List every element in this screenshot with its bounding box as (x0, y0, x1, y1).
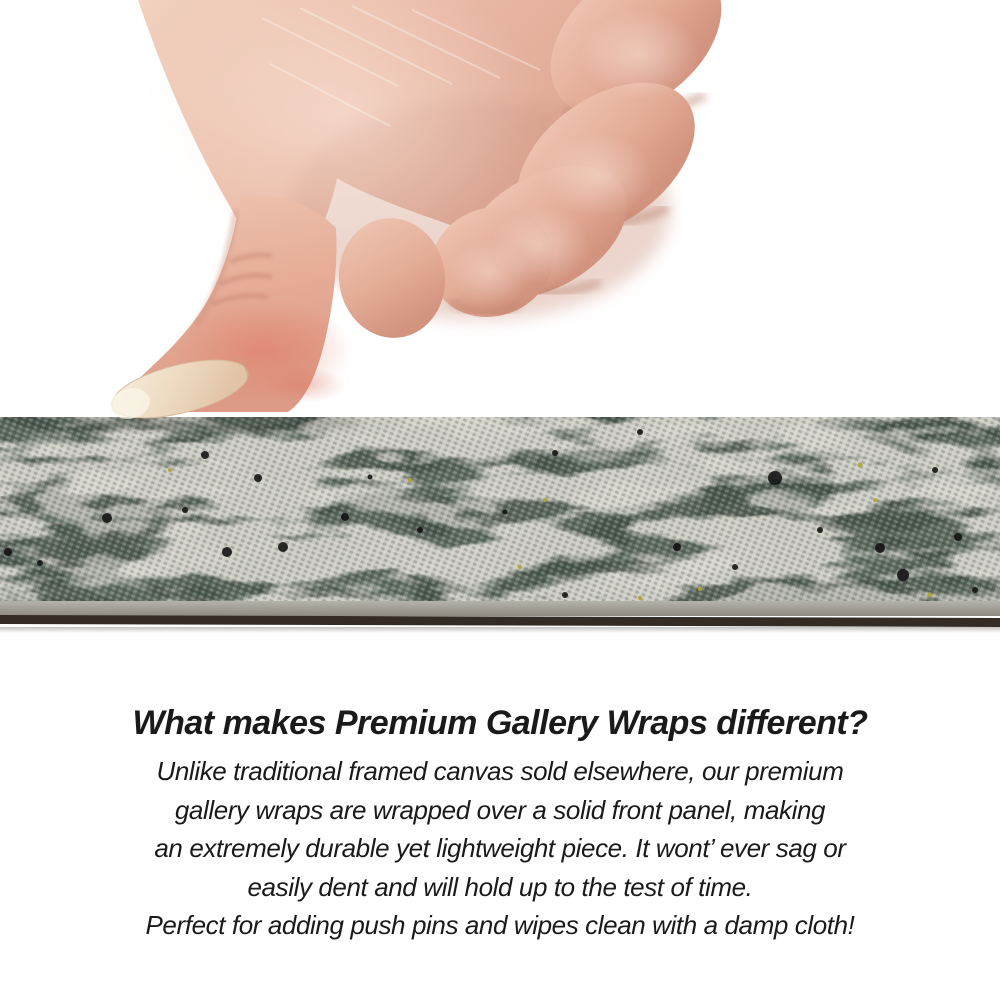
body-line-4: easily dent and will hold up to the test of time. (247, 871, 753, 902)
body-line-2: gallery wraps are wrapped over a solid front panel, making (174, 794, 826, 825)
canvas-edge-strip (0, 417, 1000, 633)
hand-pressing-canvas (0, 0, 1000, 420)
canvas-weave-texture (0, 417, 1000, 602)
canvas-dark-edge (0, 615, 1000, 627)
canvas-strip-graphic (0, 417, 1000, 633)
infographic-heading: What makes Premium Gallery Wraps different? (132, 704, 868, 742)
body-line-1: Unlike traditional framed canvas sold elsewhere, our premium (156, 756, 844, 786)
body-line-3: an extremely durable yet lightweight piece. It wont’ ever sag or (154, 833, 846, 863)
body-line-5: Perfect for adding push pins and wipes clean with a damp cloth! (145, 910, 855, 940)
canvas-under-shadow (0, 627, 1000, 633)
hand-graphic (0, 0, 1000, 420)
thumb-tip-redness (263, 367, 347, 403)
canvas-fold-band (0, 601, 1000, 616)
info-text-block (0, 702, 1000, 945)
